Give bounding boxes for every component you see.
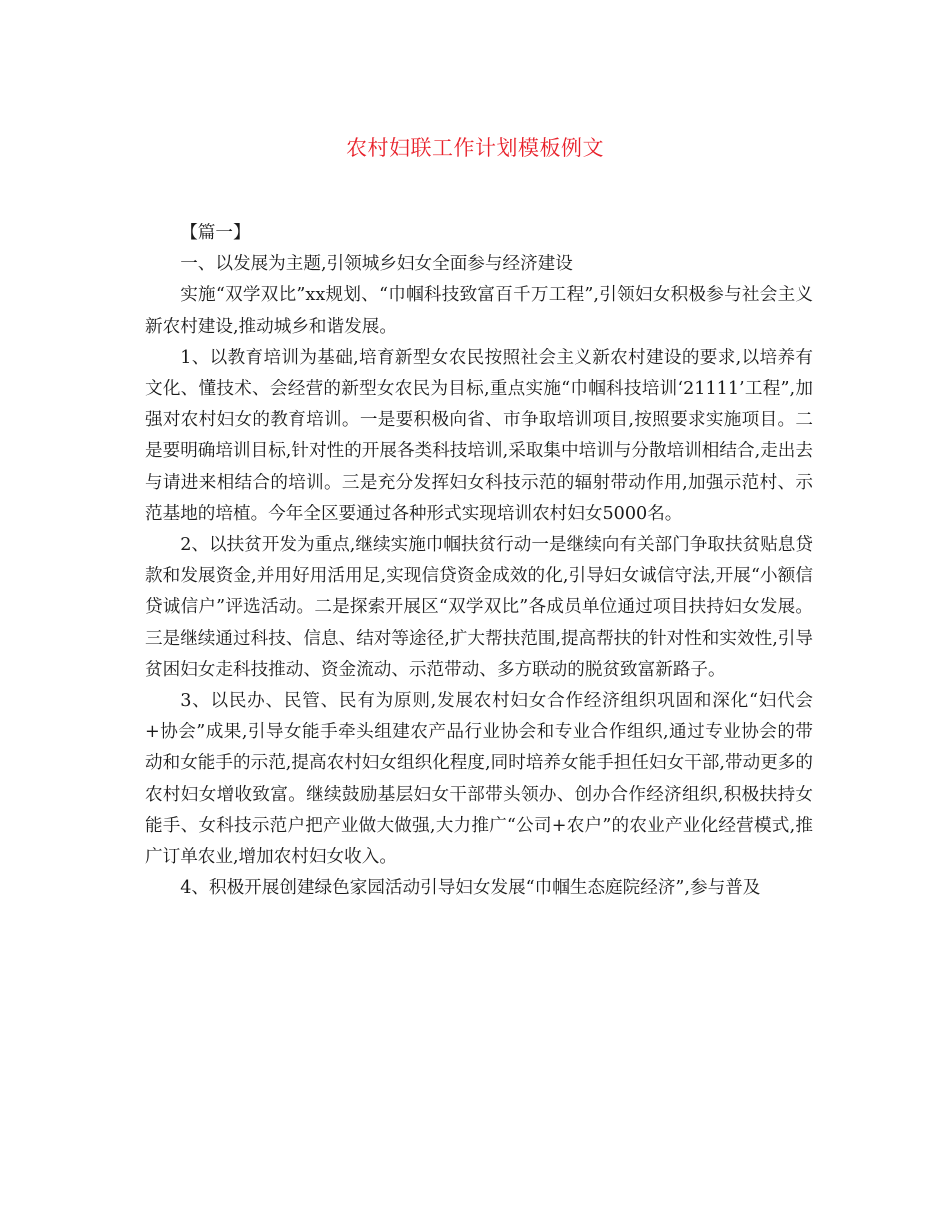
paragraph: 实施“双学双比”xx规划、“巾帼科技致富百千万工程”,引领妇女积极参与社会主义新农村建设,推动城乡和谐发展。 bbox=[145, 285, 813, 337]
document-body bbox=[145, 218, 813, 904]
paragraph: 4、积极开展创建绿色家园活动引导妇女发展“巾帼生态庭院经济”,参与普及 bbox=[180, 878, 761, 899]
document-title: 农村妇联工作计划模板例文 bbox=[346, 136, 604, 160]
paragraph: 1、以教育培训为基础,培育新型女农民按照社会主义新农村建设的要求,以培养有文化、懂技术、会经营的新型女农民为目标,重点实施“巾帼科技培训‘21111’工程”,加强对农村妇女的教育培训。一是要积极向省、市争取培训项目,按照要求实施项目。二是要明确培训目标,针对性的开展各类科技培训,采取集中培训与分散培训相结合,走出去与请进来相结合的培训。三是充分发挥妇女科技示范的辐射带动作用,加强示范村、示范基地的培植。今年全区要通过各种形式实现培训农村妇女5000名。 bbox=[145, 347, 813, 524]
paragraph: 一、以发展为主题,引领城乡妇女全面参与经济建设 bbox=[180, 254, 573, 275]
paragraph: 3、以民办、民管、民有为原则,发展农村妇女合作经济组织巩固和深化“妇代会+协会”成果,引导女能手牵头组建农产品行业协会和专业合作组织,通过专业协会的带动和女能手的示范,提高农村妇女组织化程度,同时培养女能手担任妇女干部,带动更多的农村妇女增收致富。继续鼓励基层妇女干部带头领办、创办合作经济组织,积极扶持女能手、女科技示范户把产业做大做强,大力推广“公司+农户”的农业产业化经营模式,推广订单农业,增加农村妇女收入。 bbox=[145, 691, 813, 868]
paragraph: 2、以扶贫开发为重点,继续实施巾帼扶贫行动一是继续向有关部门争取扶贫贴息贷款和发展资金,并用好用活用足,实现信贷资金成效的化,引导妇女诚信守法,开展“小额信贷诚信户”评选活动。二是探索开展区“双学双比”各成员单位通过项目扶持妇女发展。三是继续通过科技、信息、结对等途径,扩大帮扶范围,提高帮扶的针对性和实效性,引导贫困妇女走科技推动、资金流动、示范带动、多方联动的脱贫致富新路子。 bbox=[145, 535, 813, 680]
section-heading: 【篇一】 bbox=[180, 223, 251, 243]
